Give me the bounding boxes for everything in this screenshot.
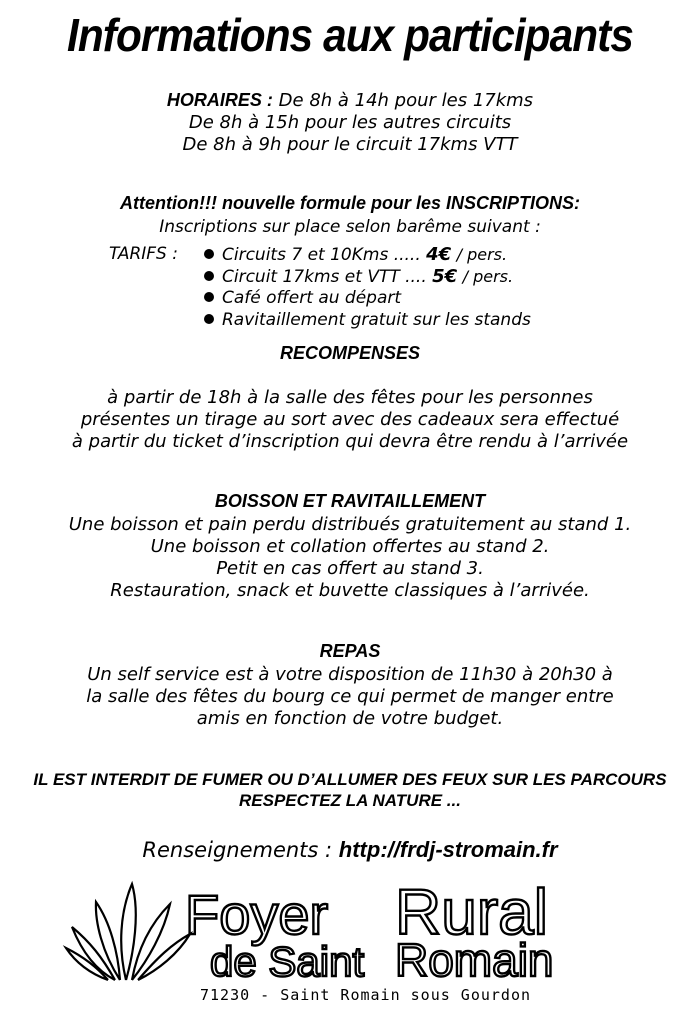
logo-word-rural: Rural — [395, 876, 548, 948]
renseignements-label: Renseignements : — [142, 838, 333, 862]
renseignements — [0, 837, 700, 863]
warning-notice: IL EST INTERDIT DE FUMER OU D’ALLUMER DES FEUX SUR LES PARCOURS RESPECTEZ LA NATURE ... — [33, 770, 667, 810]
horaires-line1: De 8h à 14h pour les 17kms — [278, 90, 534, 111]
website-link[interactable]: http://frdj-stromain.fr — [338, 837, 558, 862]
boisson-text: Une boisson et pain perdu distribués gratuitement au stand 1. Une boisson et collation offertes au stand 2. Petit en cas offert au stand 3. Restauration, snack et buvette classiques à l’arrivée. — [68, 514, 632, 601]
logo-address: 71230 - Saint Romain sous Gourdon — [200, 986, 532, 1004]
inscriptions-intro: Inscriptions sur place selon barême suivant : — [159, 217, 541, 237]
foyer-rural-logo — [60, 872, 640, 1012]
price: 4€ — [426, 244, 452, 265]
repas-heading: REPAS — [319, 641, 381, 661]
recompenses-text: à partir de 18h à la salle des fêtes pour les personnes présentes un tirage au sort avec des cadeaux sera effectué à partir du ticket d’inscription qui devra être rendu à l’arrivée — [71, 387, 629, 452]
tarif-item: Circuits 7 et 10Kms ..... 4€ / pers. — [204, 244, 531, 266]
horaires-label: HORAIRES : — [166, 90, 273, 110]
tarif-item: Ravitaillement gratuit sur les stands — [204, 310, 531, 332]
horaires-section — [0, 89, 700, 156]
logo-word-romain: Romain — [395, 934, 554, 986]
price-unit: / pers. — [462, 267, 514, 286]
boisson-heading: BOISSON ET RAVITAILLEMENT — [214, 491, 486, 511]
logo-word-foyer: Foyer — [185, 883, 329, 946]
recompenses-heading: RECOMPENSES — [279, 343, 421, 363]
price-unit: / pers. — [456, 245, 508, 264]
inscriptions-heading: Attention!!! nouvelle formule pour les INSCRIPTIONS: — [119, 193, 580, 213]
bullet-icon — [204, 249, 214, 259]
price: 5€ — [432, 266, 458, 287]
grass-icon — [66, 884, 190, 980]
bullet-icon — [204, 314, 214, 324]
bullet-icon — [204, 271, 214, 281]
horaires-line2: De 8h à 15h pour les autres circuits — [188, 112, 512, 133]
page-title: Informations aux participants — [67, 9, 633, 61]
logo-word-desaint: de Saint — [210, 938, 365, 985]
tarif-item: Café offert au départ — [204, 288, 531, 310]
tarifs-list — [204, 244, 531, 332]
tarifs-label: TARIFS : — [109, 244, 178, 264]
tarif-item: Circuit 17kms et VTT .... 5€ / pers. — [204, 266, 531, 288]
repas-text: Un self service est à votre disposition de 11h30 à 20h30 à la salle des fêtes du bourg ce qui permet de manger entre amis en fonction de votre budget. — [86, 664, 614, 729]
bullet-icon — [204, 292, 214, 302]
horaires-line3: De 8h à 9h pour le circuit 17kms VTT — [182, 134, 518, 155]
